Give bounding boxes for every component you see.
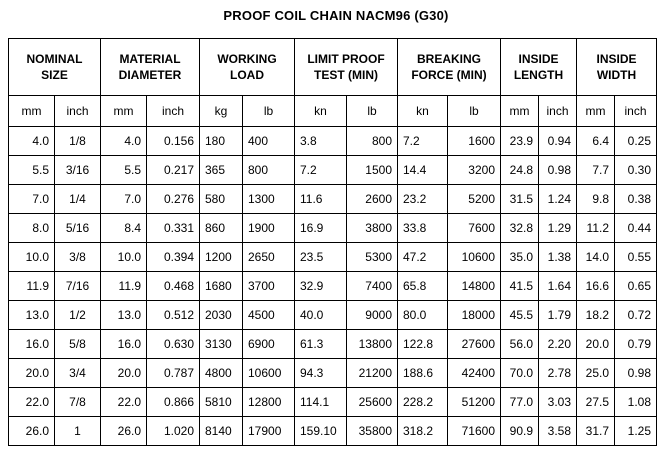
unit-cell: mm (9, 96, 55, 127)
table-cell: 17900 (243, 417, 295, 446)
table-cell: 41.5 (501, 272, 539, 301)
table-cell: 5300 (347, 243, 398, 272)
table-cell: 33.8 (398, 214, 448, 243)
table-cell: 13800 (347, 330, 398, 359)
table-cell: 159.10 (295, 417, 347, 446)
table-cell: 180 (200, 127, 243, 156)
table-cell: 26.0 (101, 417, 147, 446)
table-cell: 318.2 (398, 417, 448, 446)
group-header-row (9, 39, 657, 96)
unit-cell: kg (200, 96, 243, 127)
table-cell: 0.276 (147, 185, 200, 214)
table-cell: 0.44 (615, 214, 657, 243)
table-cell: 0.65 (615, 272, 657, 301)
table-cell: 188.6 (398, 359, 448, 388)
table-cell: 4.0 (9, 127, 55, 156)
table-cell: 10.0 (9, 243, 55, 272)
table-cell: 0.217 (147, 156, 200, 185)
table-cell: 21200 (347, 359, 398, 388)
table-cell: 0.94 (539, 127, 577, 156)
unit-cell: lb (243, 96, 295, 127)
table-cell: 6900 (243, 330, 295, 359)
table-cell: 8140 (200, 417, 243, 446)
header-inside-length: INSIDE LENGTH (501, 39, 577, 96)
table-cell: 31.5 (501, 185, 539, 214)
table-cell: 10.0 (101, 243, 147, 272)
table-row (9, 185, 657, 214)
table-cell: 0.25 (615, 127, 657, 156)
table-cell: 114.1 (295, 388, 347, 417)
table-cell: 10600 (448, 243, 501, 272)
table-cell: 47.2 (398, 243, 448, 272)
table-cell: 1600 (448, 127, 501, 156)
table-cell: 94.3 (295, 359, 347, 388)
table-cell: 3.03 (539, 388, 577, 417)
table-cell: 1.29 (539, 214, 577, 243)
table-cell: 3/4 (55, 359, 101, 388)
table-cell: 22.0 (101, 388, 147, 417)
table-cell: 18.2 (577, 301, 615, 330)
table-cell: 1.08 (615, 388, 657, 417)
table-cell: 11.9 (9, 272, 55, 301)
table-cell: 4800 (200, 359, 243, 388)
table-row (9, 301, 657, 330)
table-cell: 0.98 (539, 156, 577, 185)
table-cell: 7.0 (9, 185, 55, 214)
table-cell: 11.6 (295, 185, 347, 214)
unit-cell: lb (347, 96, 398, 127)
unit-cell: inch (615, 96, 657, 127)
table-cell: 24.8 (501, 156, 539, 185)
table-cell: 26.0 (9, 417, 55, 446)
table-cell: 5.5 (101, 156, 147, 185)
table-cell: 8.0 (9, 214, 55, 243)
table-row (9, 330, 657, 359)
table-cell: 8.4 (101, 214, 147, 243)
table-row (9, 359, 657, 388)
table-cell: 1.25 (615, 417, 657, 446)
table-cell: 365 (200, 156, 243, 185)
unit-cell: lb (448, 96, 501, 127)
table-cell: 27600 (448, 330, 501, 359)
table-cell: 2650 (243, 243, 295, 272)
table-cell: 23.5 (295, 243, 347, 272)
table-cell: 0.468 (147, 272, 200, 301)
table-row (9, 214, 657, 243)
table-cell: 0.79 (615, 330, 657, 359)
table-cell: 1/2 (55, 301, 101, 330)
table-cell: 1.64 (539, 272, 577, 301)
table-cell: 5/16 (55, 214, 101, 243)
table-row (9, 127, 657, 156)
table-cell: 0.38 (615, 185, 657, 214)
table-cell: 14.4 (398, 156, 448, 185)
table-cell: 20.0 (577, 330, 615, 359)
table-cell: 800 (243, 156, 295, 185)
header-limit-proof-test: LIMIT PROOF TEST (MIN) (295, 39, 398, 96)
header-material-diameter: MATERIAL DIAMETER (101, 39, 200, 96)
header-breaking-force: BREAKING FORCE (MIN) (398, 39, 501, 96)
table-cell: 16.0 (101, 330, 147, 359)
table-cell: 71600 (448, 417, 501, 446)
header-nominal-size: NOMINAL SIZE (9, 39, 101, 96)
table-cell: 9.8 (577, 185, 615, 214)
table-cell: 2600 (347, 185, 398, 214)
table-cell: 70.0 (501, 359, 539, 388)
table-cell: 23.9 (501, 127, 539, 156)
table-row (9, 417, 657, 446)
table-cell: 7.0 (101, 185, 147, 214)
table-cell: 5/8 (55, 330, 101, 359)
table-cell: 23.2 (398, 185, 448, 214)
table-cell: 4.0 (101, 127, 147, 156)
table-cell: 3/16 (55, 156, 101, 185)
table-cell: 3700 (243, 272, 295, 301)
table-cell: 122.8 (398, 330, 448, 359)
table-cell: 35800 (347, 417, 398, 446)
table-cell: 1.38 (539, 243, 577, 272)
table-cell: 56.0 (501, 330, 539, 359)
table-row (9, 243, 657, 272)
table-cell: 14800 (448, 272, 501, 301)
table-cell: 31.7 (577, 417, 615, 446)
table-cell: 13.0 (9, 301, 55, 330)
table-cell: 16.9 (295, 214, 347, 243)
table-cell: 25600 (347, 388, 398, 417)
unit-cell: mm (577, 96, 615, 127)
unit-cell: mm (101, 96, 147, 127)
table-cell: 7/16 (55, 272, 101, 301)
table-cell: 4500 (243, 301, 295, 330)
table-cell: 400 (243, 127, 295, 156)
table-cell: 0.72 (615, 301, 657, 330)
table-cell: 11.2 (577, 214, 615, 243)
chain-spec-table (8, 38, 657, 446)
table-cell: 3130 (200, 330, 243, 359)
table-cell: 3200 (448, 156, 501, 185)
table-cell: 6.4 (577, 127, 615, 156)
table-row (9, 156, 657, 185)
table-cell: 5200 (448, 185, 501, 214)
table-cell: 3.8 (295, 127, 347, 156)
table-cell: 0.394 (147, 243, 200, 272)
table-cell: 0.331 (147, 214, 200, 243)
table-cell: 2030 (200, 301, 243, 330)
table-row (9, 272, 657, 301)
table-cell: 9000 (347, 301, 398, 330)
table-cell: 3.58 (539, 417, 577, 446)
table-cell: 1/4 (55, 185, 101, 214)
table-cell: 42400 (448, 359, 501, 388)
unit-cell: kn (398, 96, 448, 127)
unit-cell: kn (295, 96, 347, 127)
table-cell: 0.30 (615, 156, 657, 185)
table-cell: 80.0 (398, 301, 448, 330)
table-cell: 0.55 (615, 243, 657, 272)
table-cell: 2.78 (539, 359, 577, 388)
table-cell: 1500 (347, 156, 398, 185)
table-cell: 580 (200, 185, 243, 214)
table-cell: 1900 (243, 214, 295, 243)
table-cell: 1300 (243, 185, 295, 214)
table-cell: 7400 (347, 272, 398, 301)
page-title: PROOF COIL CHAIN NACM96 (G30) (223, 8, 449, 23)
unit-cell: mm (501, 96, 539, 127)
table-cell: 1/8 (55, 127, 101, 156)
table-cell: 65.8 (398, 272, 448, 301)
table-cell: 0.156 (147, 127, 200, 156)
table-cell: 7.2 (398, 127, 448, 156)
table-cell: 860 (200, 214, 243, 243)
unit-cell: inch (55, 96, 101, 127)
table-cell: 10600 (243, 359, 295, 388)
table-cell: 228.2 (398, 388, 448, 417)
table-cell: 5.5 (9, 156, 55, 185)
table-cell: 40.0 (295, 301, 347, 330)
table-cell: 1.79 (539, 301, 577, 330)
table-cell: 35.0 (501, 243, 539, 272)
table-cell: 1200 (200, 243, 243, 272)
unit-cell: inch (539, 96, 577, 127)
table-cell: 1680 (200, 272, 243, 301)
table-cell: 32.9 (295, 272, 347, 301)
table-cell: 12800 (243, 388, 295, 417)
unit-header-row (9, 96, 657, 127)
table-cell: 5810 (200, 388, 243, 417)
table-cell: 7/8 (55, 388, 101, 417)
table-cell: 2.20 (539, 330, 577, 359)
table-cell: 0.630 (147, 330, 200, 359)
table-cell: 7.2 (295, 156, 347, 185)
table-cell: 51200 (448, 388, 501, 417)
header-inside-width: INSIDE WIDTH (577, 39, 657, 96)
table-cell: 16.0 (9, 330, 55, 359)
table-cell: 20.0 (101, 359, 147, 388)
table-cell: 14.0 (577, 243, 615, 272)
table-cell: 3800 (347, 214, 398, 243)
table-cell: 61.3 (295, 330, 347, 359)
table-cell: 20.0 (9, 359, 55, 388)
table-row (9, 388, 657, 417)
table-cell: 22.0 (9, 388, 55, 417)
table-cell: 11.9 (101, 272, 147, 301)
unit-cell: inch (147, 96, 200, 127)
table-cell: 1.020 (147, 417, 200, 446)
table-cell: 13.0 (101, 301, 147, 330)
table-cell: 27.5 (577, 388, 615, 417)
header-working-load: WORKING LOAD (200, 39, 295, 96)
table-cell: 90.9 (501, 417, 539, 446)
table-cell: 0.98 (615, 359, 657, 388)
table-cell: 16.6 (577, 272, 615, 301)
table-cell: 0.787 (147, 359, 200, 388)
table-cell: 1 (55, 417, 101, 446)
table-cell: 0.512 (147, 301, 200, 330)
table-body (9, 127, 657, 446)
table-cell: 77.0 (501, 388, 539, 417)
table-cell: 3/8 (55, 243, 101, 272)
table-cell: 18000 (448, 301, 501, 330)
table-cell: 7.7 (577, 156, 615, 185)
table-cell: 1.24 (539, 185, 577, 214)
table-cell: 0.866 (147, 388, 200, 417)
table-cell: 32.8 (501, 214, 539, 243)
table-cell: 25.0 (577, 359, 615, 388)
table-cell: 45.5 (501, 301, 539, 330)
table-cell: 7600 (448, 214, 501, 243)
table-cell: 800 (347, 127, 398, 156)
